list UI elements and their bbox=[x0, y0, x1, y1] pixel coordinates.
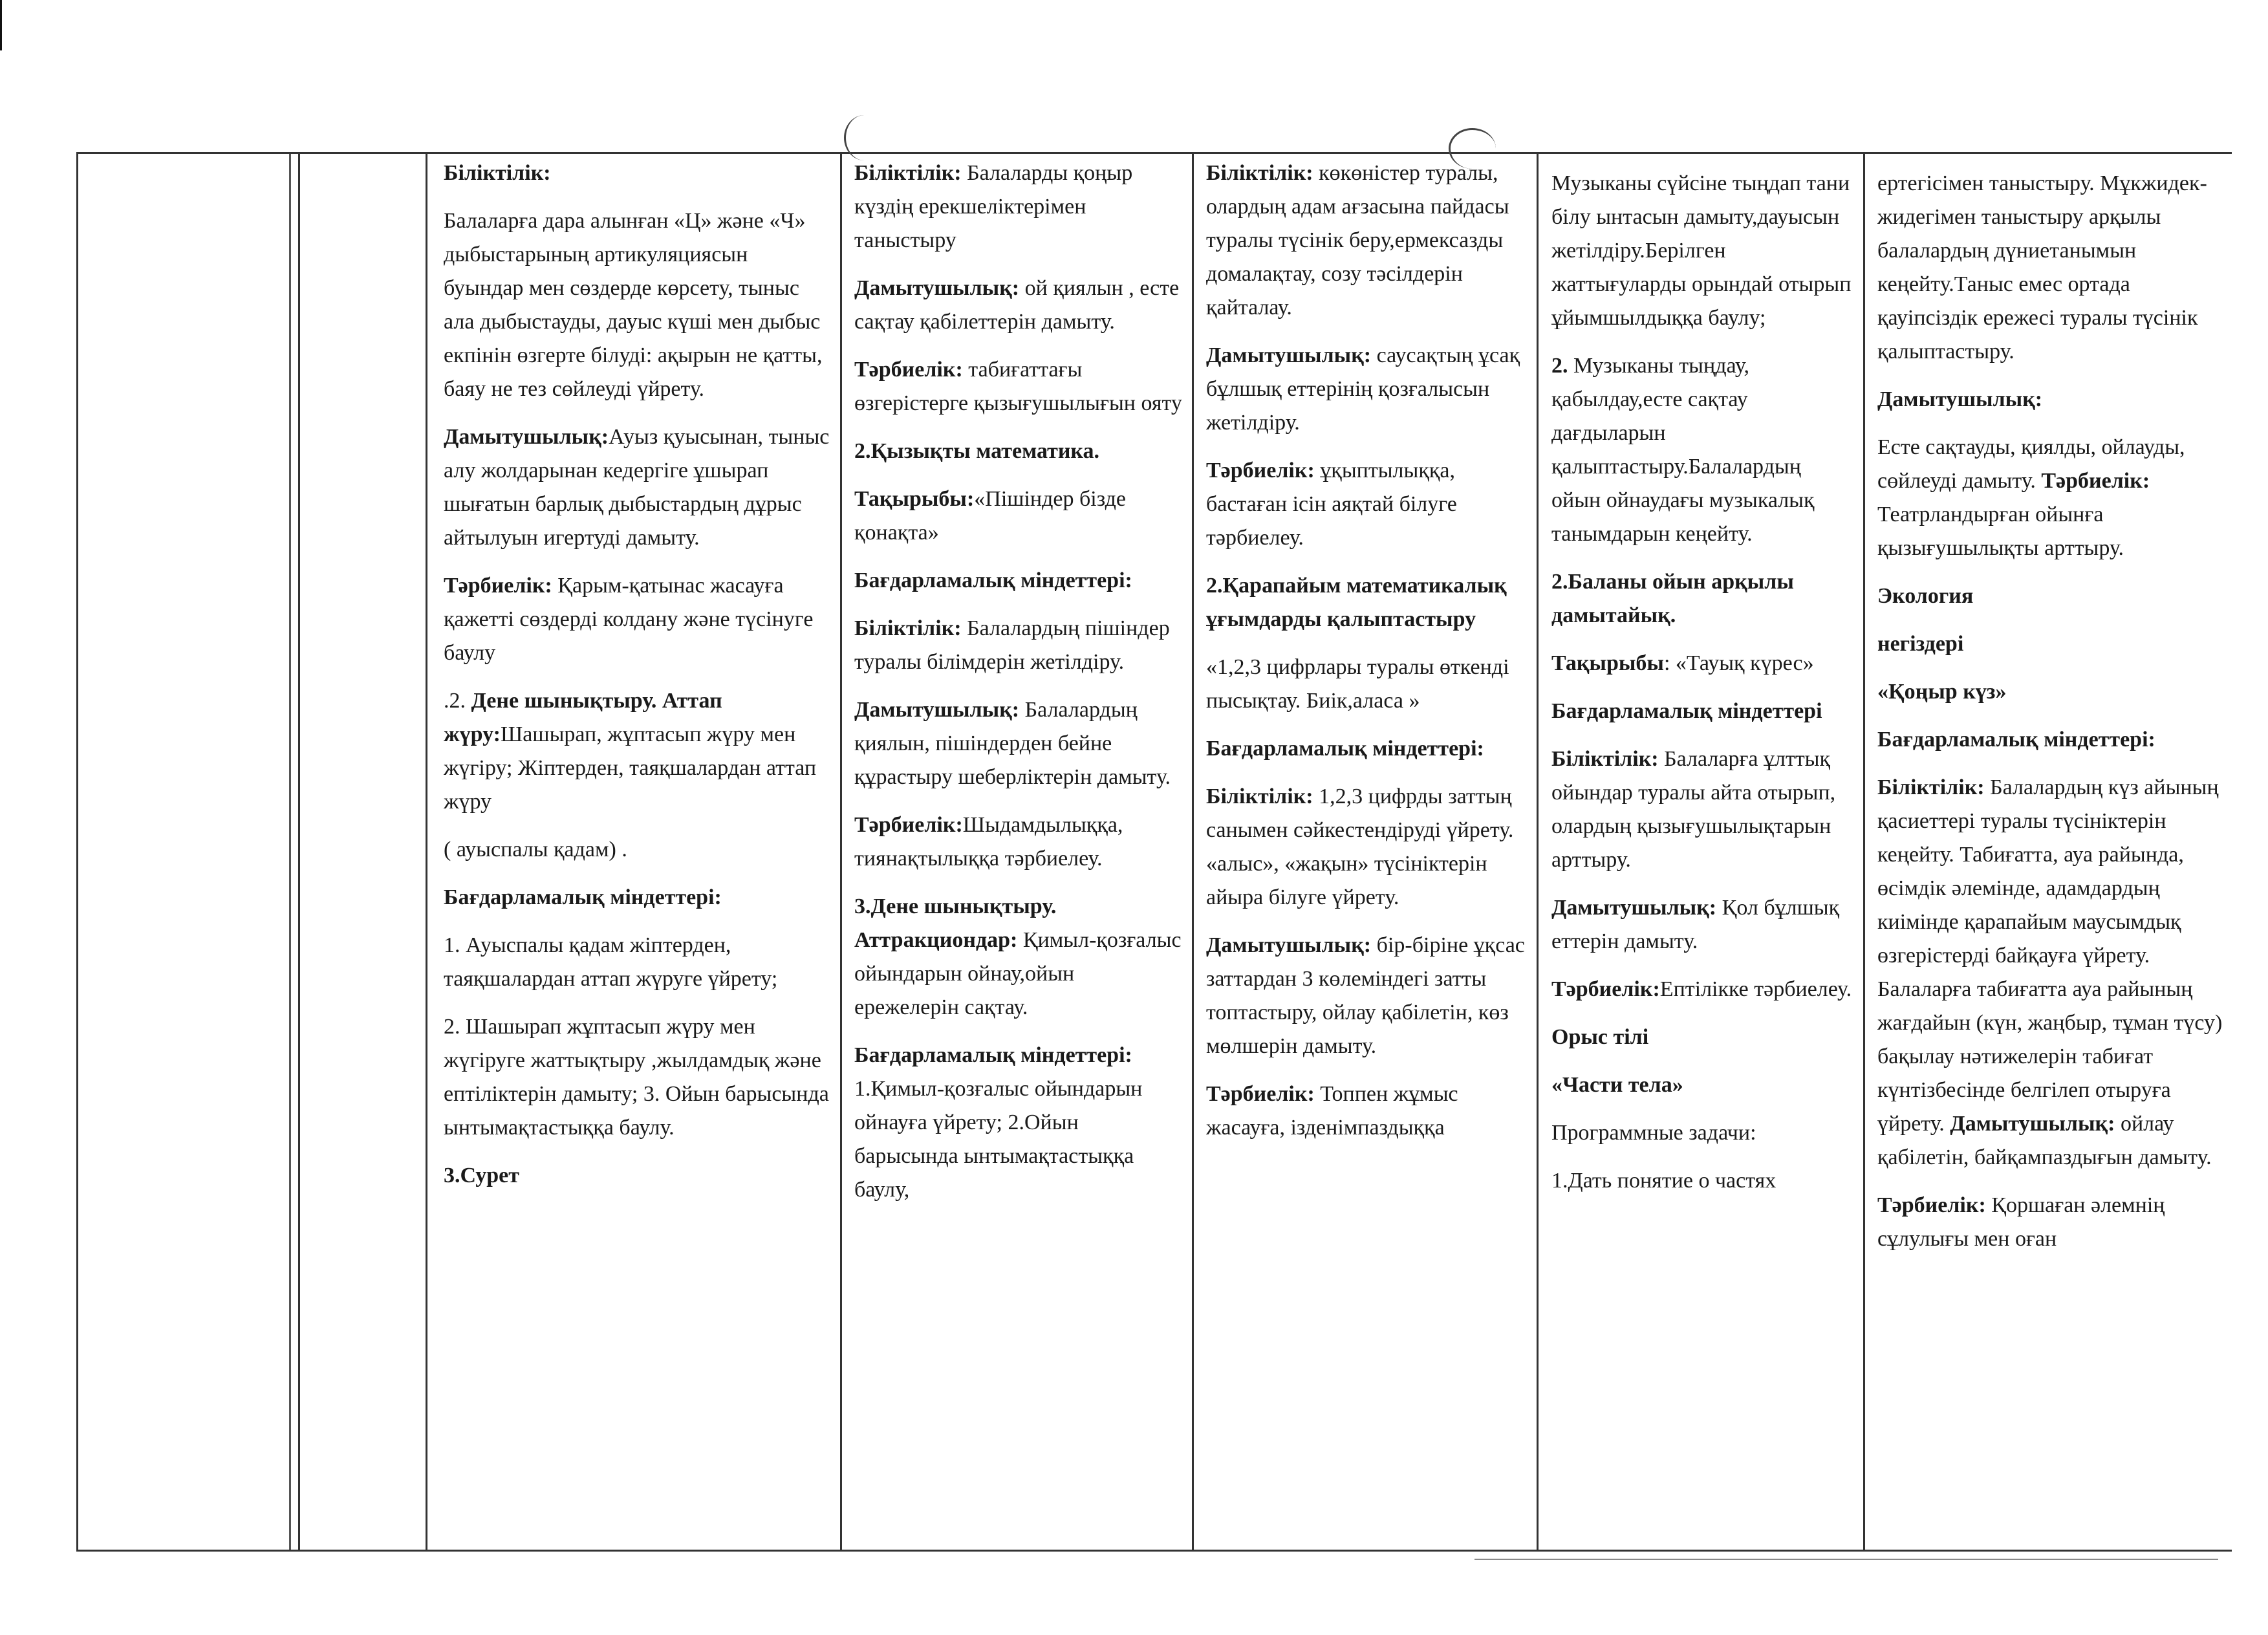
col-divider-2 bbox=[426, 154, 427, 1550]
paragraph bbox=[444, 1010, 832, 1145]
paragraph bbox=[854, 564, 1184, 598]
text-run: Балалардың күз айының қасиеттері туралы түсініктерін кеңейту. Табиғатта, ауа райында, өсімдік әлемінде, адамдардың киімінде қарапайым маусымдық өзгерістерді байқауға үйрету. Балаларға табиғатта ауа райының жағдайын (күн, жаңбыр, тұман түсу) бақылау нәтижелерін табиғат күнтізбесінде белгілеп отыруға үйрету. bbox=[1877, 775, 2223, 1136]
paragraph bbox=[1551, 973, 1855, 1006]
bold-run: Бағдарламалық міндеттері bbox=[1551, 699, 1822, 723]
bold-run: Біліктілік: bbox=[854, 161, 962, 185]
text-run: Музыканы тыңдау, қабылдау,есте сақтау дағдыларын қалыптастыру.Балалардың ойын ойнаудағы музыкалық танымдарын кеңейту. bbox=[1551, 354, 1815, 546]
paragraph bbox=[854, 693, 1184, 794]
bold-run: Экология bbox=[1877, 584, 1974, 608]
paragraph bbox=[854, 482, 1184, 550]
paragraph bbox=[1551, 1068, 1855, 1102]
paragraph bbox=[1877, 675, 2227, 709]
text-run: Ауыз қуысынан, тыныс алу жолдарынан кедергіге ұшырап шығатын барлық дыбыстардың дұрыс айтылуын игертуді дамыту. bbox=[444, 425, 830, 550]
bold-run: Дене шынықтыру. Аттап жүру: bbox=[444, 689, 722, 746]
paragraph bbox=[444, 157, 832, 190]
text-run: Топпен жұмыс жасауға, ізденімпаздыққа bbox=[1206, 1082, 1458, 1140]
bold-run: Біліктілік: bbox=[1877, 775, 1985, 799]
bold-run: Тәрбиелік: bbox=[444, 574, 552, 598]
paragraph bbox=[1551, 1116, 1855, 1150]
paragraph bbox=[854, 1039, 1184, 1207]
bold-run: 2.Қызықты математика. bbox=[854, 439, 1099, 463]
paragraph bbox=[854, 612, 1184, 679]
paragraph bbox=[1206, 929, 1529, 1063]
bold-run: Бағдарламалық міндеттері: bbox=[1877, 728, 2155, 752]
text-run: Шыдамдылыққа, тиянақтылыққа тәрбиелеу. bbox=[854, 813, 1123, 871]
text-run: Қол бұлшық еттерін дамыту. bbox=[1551, 896, 1840, 953]
bold-run: Біліктілік: bbox=[1206, 161, 1313, 185]
paragraph bbox=[1206, 454, 1529, 555]
text-run: 1. Ауыспалы қадам жіптерден, таяқшалардан аттап жүруге үйрету; bbox=[444, 933, 778, 991]
bold-run: Орыс тілі bbox=[1551, 1025, 1649, 1049]
paragraph bbox=[1877, 579, 2227, 613]
text-run: Қоршаған әлемнің сұлулығы мен оған bbox=[1877, 1193, 2165, 1251]
text-run: Балаларға дара алынған «Ц» және «Ч» дыбыстарының артикуляциясын буындар мен сөздерде көрсету, тыныс ала дыбыстауды, дауыс күші мен дыбыс екпінін өзгерте білуді: ақырын не қатты, баяу не тез сөйлеуді үйрету. bbox=[444, 209, 823, 401]
cell-music-games bbox=[1551, 154, 1855, 1550]
bold-run: 2.Баланы ойын арқылы дамытайық. bbox=[1551, 570, 1794, 627]
cell-nature-math bbox=[854, 154, 1184, 1550]
paragraph bbox=[1551, 167, 1855, 335]
bold-run: 3.Сурет bbox=[444, 1164, 519, 1187]
paragraph bbox=[1877, 771, 2227, 1175]
paragraph bbox=[1551, 695, 1855, 728]
text-run: ұқыптылыққа, бастаған ісін аяқтай білуге тәрбиелеу. bbox=[1206, 459, 1457, 550]
paragraph bbox=[444, 420, 832, 555]
bold-run: «Қоңыр күз» bbox=[1877, 680, 2007, 704]
paragraph bbox=[854, 272, 1184, 339]
text-run: ой қиялын , есте сақтау қабілеттерін дамыту. bbox=[854, 276, 1180, 334]
paragraph bbox=[1206, 651, 1529, 718]
paragraph bbox=[444, 881, 832, 915]
text-run: ойлау қабілетін, байқампаздығын дамыту. bbox=[1877, 1112, 2212, 1169]
paragraph bbox=[854, 157, 1184, 257]
text-run: 1.Дать понятие о частях bbox=[1551, 1169, 1777, 1193]
paragraph bbox=[1551, 1164, 1855, 1198]
text-run: ертегісімен таныстыру. Мұкжидек- жидегімен таныстыру арқылы балалардың дүниетанымын кеңейту.Таныс емес ортада қауіпсіздік ережесі туралы түсінік қалыптастыру. bbox=[1877, 171, 2207, 363]
col-divider-4 bbox=[1192, 154, 1194, 1550]
plan-table bbox=[76, 152, 2232, 1552]
scan-arc-mark bbox=[844, 115, 885, 160]
text-run: «Пішіндер бізде қонақта» bbox=[854, 487, 1126, 545]
text-run: Есте сақтауды, қиялды, ойлауды, сөйлеуді дамыту. bbox=[1877, 435, 2185, 493]
text-run: Шашырап, жұптасып жүру мен жүгіру; Жіптерден, таяқшалардан аттап жүру bbox=[444, 722, 817, 814]
bold-run: Біліктілік: bbox=[1551, 747, 1659, 771]
paragraph bbox=[444, 929, 832, 996]
text-run: «1,2,3 цифрлары туралы өткенді пысықтау. Биік,аласа » bbox=[1206, 655, 1509, 713]
paragraph bbox=[1206, 339, 1529, 440]
paragraph bbox=[1877, 167, 2227, 369]
paragraph bbox=[1551, 1021, 1855, 1054]
paragraph bbox=[1877, 1189, 2227, 1256]
paragraph bbox=[1206, 732, 1529, 766]
paragraph bbox=[1877, 431, 2227, 565]
bold-run: 2.Қарапайым математикалық ұғымдарды қалыптастыру bbox=[1206, 574, 1507, 631]
text-run: Театрландырған ойынға қызығушылықты арттыру. bbox=[1877, 503, 2124, 560]
text-run: Музыканы сүйсіне тыңдап тани білу ынтасын дамыту,дауысын жетілдіру.Берілген жаттығуларды орындай отырып ұйымшылдыққа баулу; bbox=[1551, 171, 1852, 330]
text-run: Ептілікке тәрбиелеу. bbox=[1659, 977, 1852, 1001]
bold-run: Біліктілік: bbox=[444, 161, 551, 185]
text-run: 1,2,3 цифрды заттың санымен сәйкестендіруді үйрету. «алыс», «жақын» түсініктерін айыра білуге үйрету. bbox=[1206, 785, 1514, 909]
bold-run: Дамытушылық: bbox=[1206, 343, 1372, 367]
bold-run: Бағдарламалық міндеттері: bbox=[444, 885, 722, 909]
bold-run: Дамытушылық: bbox=[1877, 387, 2043, 411]
text-run: ( ауыспалы қадам) . bbox=[444, 838, 627, 861]
text-run: 1.Қимыл-қозғалыс ойындарын ойнауға үйрету; 2.Ойын барысында ынтымақтастыққа баулу, bbox=[854, 1077, 1143, 1202]
paragraph bbox=[854, 435, 1184, 468]
bottom-rule bbox=[1474, 1559, 2218, 1560]
paragraph bbox=[1206, 157, 1529, 325]
bold-run: Дамытушылық: bbox=[1551, 896, 1717, 920]
bold-run: Тәрбиелік: bbox=[854, 813, 963, 837]
bold-run: Тақырыбы bbox=[1551, 651, 1664, 675]
text-run: Балаларға ұлттық ойындар туралы айта отырып, олардың қызығушылықтарын арттыру. bbox=[1551, 747, 1836, 872]
bold-run: Тәрбиелік: bbox=[854, 358, 963, 382]
col-divider-6 bbox=[1863, 154, 1865, 1550]
paragraph bbox=[1551, 565, 1855, 633]
bold-run: Біліктілік: bbox=[1206, 785, 1313, 808]
cell-fairy-ecology bbox=[1877, 154, 2227, 1550]
paragraph bbox=[1206, 780, 1529, 915]
paragraph bbox=[1206, 569, 1529, 636]
bold-run: Дамытушылық: bbox=[854, 698, 1020, 722]
bold-run: Тәрбиелік: bbox=[1551, 977, 1660, 1001]
paragraph bbox=[1877, 383, 2227, 417]
paragraph bbox=[854, 353, 1184, 420]
bold-run: Тақырыбы: bbox=[854, 487, 975, 511]
paragraph bbox=[444, 833, 832, 867]
col-divider-3 bbox=[840, 154, 842, 1550]
col-divider-5 bbox=[1537, 154, 1539, 1550]
text-run: Программные задачи: bbox=[1551, 1121, 1756, 1145]
bold-run: Тәрбиелік: bbox=[1206, 459, 1315, 482]
text-run: Балалардың пішіндер туралы білімдерін жетілдіру. bbox=[854, 616, 1170, 674]
paragraph bbox=[1551, 742, 1855, 877]
text-run: табиғаттағы өзгерістерге қызығушылығын ояту bbox=[854, 358, 1182, 415]
paragraph bbox=[444, 204, 832, 406]
paragraph bbox=[444, 569, 832, 670]
paragraph bbox=[1551, 891, 1855, 958]
text-run: 2. Шашырап жұптасып жүру мен жүгіруге жаттықтыру ,жылдамдық және ептіліктерін дамыту; 3. Ойын барысында ынтымақтастыққа баулу. bbox=[444, 1015, 829, 1140]
text-run: бір-біріне ұқсас заттардан 3 көлеміндегі затты топтастыру, ойлау қабілетін, көз мөлшерін дамыту. bbox=[1206, 933, 1525, 1058]
bold-run: Дамытушылық: bbox=[1206, 933, 1372, 957]
cell-modelling-math bbox=[1206, 154, 1529, 1550]
bold-run: «Части тела» bbox=[1551, 1073, 1683, 1097]
paragraph bbox=[1551, 647, 1855, 680]
bold-run: негіздері bbox=[1877, 632, 1964, 656]
text-run: Қимыл-қозғалыс ойындарын ойнау,ойын ережелерін сақтау. bbox=[854, 928, 1182, 1019]
text-run: саусақтың ұсақ бұлшық еттерінің қозғалысын жетілдіру. bbox=[1206, 343, 1520, 435]
paragraph bbox=[854, 808, 1184, 876]
col-divider-1b bbox=[289, 154, 291, 1550]
bold-run: 2. bbox=[1551, 354, 1568, 378]
paragraph bbox=[1551, 349, 1855, 551]
scan-arc-mark-2 bbox=[1449, 128, 1496, 169]
paragraph bbox=[854, 890, 1184, 1024]
text-run: Қарым-қатынас жасауға қажетті сөздерді колдану және түсінуге баулу bbox=[444, 574, 814, 665]
bold-run: Дамытушылық: bbox=[444, 425, 609, 449]
bold-run: 3.Дене шынықтыру. Аттракциондар: bbox=[854, 894, 1057, 952]
paragraph bbox=[1206, 1077, 1529, 1145]
bold-run: Дамытушылық: bbox=[1944, 1112, 2115, 1136]
text-run: : «Тауық күрес» bbox=[1663, 651, 1814, 675]
text-run: .2. bbox=[444, 689, 471, 713]
text-run: Балаларды қоңыр күздің ерекшеліктерімен таныстыру bbox=[854, 161, 1133, 252]
bold-run: Дамытушылық: bbox=[854, 276, 1020, 300]
scan-edge-mark bbox=[0, 0, 2, 50]
paragraph bbox=[444, 1159, 832, 1193]
bold-run: Тәрбиелік: bbox=[2035, 469, 2150, 493]
bold-run: Бағдарламалық міндеттері: bbox=[854, 1043, 1132, 1067]
cell-speech-physical bbox=[444, 154, 832, 1550]
paragraph bbox=[444, 684, 832, 819]
bold-run: Бағдарламалық міндеттері: bbox=[1206, 737, 1484, 761]
text-run: Балалардың қиялын, пішіндерден бейне құрастыру шеберліктерін дамыту. bbox=[854, 698, 1171, 789]
bold-run: Біліктілік: bbox=[854, 616, 962, 640]
text-run: көкөністер туралы, олардың адам ағзасына пайдасы туралы түсінік беру,ермексазды домалақтау, созу тәсілдерін қайталау. bbox=[1206, 161, 1509, 319]
paragraph bbox=[1877, 723, 2227, 757]
bold-run: Тәрбиелік: bbox=[1877, 1193, 1986, 1217]
paragraph bbox=[1877, 627, 2227, 661]
col-divider-1 bbox=[298, 154, 300, 1550]
bold-run: Бағдарламалық міндеттері: bbox=[854, 568, 1132, 592]
bold-run: Тәрбиелік: bbox=[1206, 1082, 1315, 1106]
